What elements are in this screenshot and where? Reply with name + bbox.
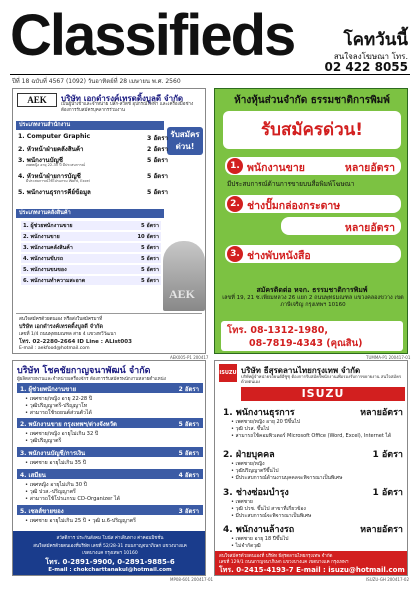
ad-code: AEK005-P1 200417 (170, 355, 209, 360)
job-number: 3. (227, 246, 243, 262)
aek-contact (16, 313, 202, 353)
job-qty: 1 อัตรา (372, 450, 403, 460)
job-title: 4. หัวหน้าฝ่ายการบัญชี (18, 173, 81, 180)
job-title: พนักงานขาย (247, 162, 305, 174)
job-qty: 1 อัตรา (372, 488, 403, 498)
aek-job2 (21, 221, 161, 230)
job-title: 3. ช่างซ่อมบำรุง (223, 488, 289, 498)
brand-tagline: สนใจลงโฆษณา โทร. (333, 52, 408, 61)
tummachart-job (225, 195, 401, 213)
isuzu-description: บริษัทผู้จำหน่ายรถยนต์อีซูซุ ต้องการรับสมัครพนักงานเพื่อรองรับการขยายงาน สนใจสมัครด้วยตนเอง (241, 374, 402, 384)
job-title: 1. พนักงานธุรการ (223, 408, 295, 418)
job-qty: 5 อัตรา (147, 157, 168, 164)
isuzu-company: บริษัท ธีสุรดลานไทยกรุงเทพ จำกัด (241, 366, 361, 375)
job-title: 3. พนักงานบัญชี (18, 157, 63, 164)
tummachart-phone (221, 321, 403, 351)
aek-job2 (21, 265, 161, 274)
chokchai-job (17, 469, 203, 479)
tummachart-address: เลขที่ 19, 21 ซ.เพียมหลวง 26 แยก 2 ถนนพุทธมณฑล แขวงคลองขวาง เขตภาษีเจริญ กรุงเทพฯ 10160 (222, 295, 404, 308)
aek-job2 (21, 254, 161, 263)
tummachart-job-qty (281, 217, 401, 235)
urgent-hiring-banner: รับสมัครด่วน! (223, 111, 401, 149)
contact-email: E-mail : aekfood@hotmail.com (19, 346, 90, 351)
contact-line: เลขที่ 1/4 ถนนพุทธมณฑล สาย 4 แขวงทวีวัฒนา (19, 332, 117, 337)
chokchai-job (17, 418, 203, 428)
chokchai-job (17, 505, 203, 515)
chokchai-title: บริษัท โชคชัยกาญจนาพัฒน์ จำกัด (17, 366, 151, 376)
job-title: 2. พนักงานขาย (23, 234, 60, 240)
job-bullet: • สามารถใช้รถยนต์ส่วนตัวได้ (25, 410, 92, 416)
aek-job2 (21, 243, 161, 252)
aek-job (18, 133, 168, 144)
job-title: 2. หัวหน้าฝ่ายคลังสินค้า (18, 146, 84, 153)
aek-job (18, 171, 168, 187)
header-rule (10, 74, 410, 75)
ad-aek (12, 88, 206, 354)
job-bullet: • เพศหญิง อายุไม่เกิน 30 ปี (25, 482, 87, 488)
job-qty: 5 อัตรา (141, 278, 159, 284)
job-qty: 5 อัตรา (141, 245, 159, 251)
job-qty: หลายอัตรา (360, 408, 403, 418)
job-title: 1. ผู้ช่วยพนักงานขาย (20, 386, 77, 393)
job-bullet: • สามารถใช้คอมพิวเตอร์ Microsoft Office (Word, Excel), Internet ได้ (231, 433, 392, 439)
job-title: 5. พนักงานธุรการคีย์ข้อมูล (18, 189, 91, 196)
job-qty: 5 อัตรา (147, 189, 168, 196)
job-bullet: • มีประสบการณ์จะพิจารณาเป็นพิเศษ (231, 513, 312, 519)
aek-job (18, 187, 168, 198)
job-title: 4. พนักงานขับรถ (23, 256, 64, 262)
tummachart-apply: สมัครติดต่อ หจก. ธรรมชาติการพิมพ์ (256, 286, 368, 294)
contact-phone: โทร. 0-2415-4193-7 E-mail : isuzu@hotmail.com (219, 566, 405, 574)
job-qty: 3 อัตรา (147, 135, 168, 142)
job-qty: หลายอัตรา (344, 162, 395, 174)
ad-code: MP08-601 200417-01 (170, 577, 214, 582)
job-bullet: • เพศชาย อายุไม่เกิน 35 ปี (25, 460, 87, 466)
job-number: 2. (227, 196, 243, 212)
job-bullet: • วุฒิปริญญาตรีขึ้นไป (231, 468, 279, 474)
job-title: 5. พนักงานขนของ (23, 267, 67, 273)
job-title: ช่างพับหนังสือ (247, 250, 311, 262)
job-title: 4. เสมียน (20, 472, 46, 479)
job-qty: หลายอัตรา (344, 222, 395, 234)
job-qty: 2 อัตรา (178, 386, 199, 393)
job-qty: 5 อัตรา (141, 256, 159, 262)
phone-line: 08-7819-4343 (คุณสิน) (249, 338, 363, 349)
job-bullet: • เพศชาย/หญิง อายุ 22-28 ปี (25, 396, 93, 402)
contact-line: สนใจสมัครด้วยตนเองที่ บริษัท ธีสุรดลานไทยกรุงเทพ จำกัด (219, 554, 333, 559)
job-title: 4. พนักงานล้างรถ (223, 525, 295, 535)
dateline: ปีที่ 18 ฉบับที่ 4567 (1092) วันอาทิตย์ที่ 28 เมษายน พ.ศ. 2560 (12, 78, 181, 85)
job-title: 2. พนักงานขาย กรุงเทพฯ/ต่างจังหวัด (20, 421, 117, 428)
aek-company: บริษัท เอกดำรงค์เทรดดิ้งบูลดี จำกัด (61, 94, 184, 103)
ad-tummachart (214, 88, 408, 354)
job-detail: เพศหญิง อายุ 22-35 ปี มีประสบการณ์ (26, 163, 86, 167)
tummachart-job (225, 157, 401, 175)
ad-code: ISUZU-GH 200417-02 (366, 577, 410, 582)
job-qty: 5 อัตรา (147, 173, 168, 180)
job-bullet: • เพศชาย อายุ 18 ปีขึ้นไป (231, 536, 289, 542)
aek-band-warehouse: ประเภทงานคลังสินค้า (16, 209, 164, 218)
aek-job2 (21, 276, 161, 285)
aek-job (18, 155, 168, 171)
job-bullet: • วุฒิ ปวส. ขึ้นไป (231, 426, 270, 432)
contact-line: สวัสดิการ ประกันสังคม โบนัส ค่าเดินทาง ค่าคอมมิชชั่น (56, 536, 164, 541)
job-bullet: • วุฒิ ปวช. ขึ้นไป สาขาที่เกี่ยวข้อง (231, 506, 306, 512)
job-title: 1. ผู้ช่วยพนักงานขาย (23, 223, 73, 229)
job-number: 1. (227, 158, 243, 174)
job-bullet: • สามารถใช้โปรแกรม CD-Organizer ได้ (25, 496, 120, 502)
aek-job2 (21, 232, 161, 241)
isuzu-logo: ISUZU (219, 364, 237, 382)
ad-code: TUMMA-P1 200417-01 (366, 355, 411, 360)
job-title: ช่างปั๊มกล่องกระดาษ (247, 200, 341, 212)
contact-phone: โทร. 02-2280-2664 ID Line : AList003 (19, 339, 132, 345)
chokchai-job (17, 447, 203, 457)
isuzu-contact (215, 551, 408, 576)
job-qty: 3 อัตรา (178, 508, 199, 515)
job-bullet: • เพศชาย/หญิง (231, 461, 265, 467)
job-bullet: • เพศชาย (231, 499, 253, 505)
job-qty: หลายอัตรา (360, 525, 403, 535)
job-bullet: • เพศชาย/หญิง อายุไม่เกิน 32 ปี (25, 431, 99, 437)
isuzu-job (223, 485, 403, 497)
job-title: 3. พนักงานบัญชี/การเงิน (20, 450, 86, 457)
job-title: 6. พนักงานทำความสะอาด (23, 278, 86, 284)
job-bullet: • วุฒิปริญญาตรี (25, 438, 62, 444)
chokchai-subtitle: ผู้ผลิตสายพานและจำหน่ายเครื่องจักร ต้องการรับสมัครพนักงานหลายตำแหน่ง (17, 377, 166, 382)
brand-phone: 02 422 8055 (324, 60, 408, 74)
chokchai-job (17, 383, 203, 393)
job-note: มีประสบการณ์ด้านการขายบนสื่อพิมพ์โฆษณา (227, 180, 355, 188)
ad-isuzu (214, 360, 408, 576)
masthead: Classifieds (10, 3, 295, 68)
job-qty: 2 อัตรา (147, 146, 168, 153)
job-qty: 5 อัตรา (141, 267, 159, 273)
contact-line: สนใจสมัครด้วยตนเองที่บริษัท เลขที่ 52/28-31 ถนนกาญจนาภิเษก แขวงบางแค (33, 544, 187, 549)
ad-chokchai (12, 360, 206, 576)
aek-watermark: AEK (169, 287, 196, 301)
job-title: 5. เซลส์ขายของ (20, 508, 64, 515)
job-title: 3. พนักงานคลังสินค้า (23, 245, 73, 251)
aek-band-office: ประเภทงานสำนักงาน (16, 121, 164, 130)
isuzu-banner: ISUZU (241, 387, 405, 401)
chokchai-contact (13, 531, 206, 576)
isuzu-job (223, 447, 403, 459)
contact-email: E-mail : chokcharttanakul@hotmail.com (48, 567, 172, 573)
contact-phone: โทร. 0-2891-9900, 0-2891-9885-6 (45, 558, 175, 566)
aek-description: เป็นผู้นำเข้าและจำหน่าย ปลั๊ก-สวิตช์ อุปกรณ์ไฟฟ้า และเครื่องมือช่าง ต้องการรับสมัครบุคลากรร่วมงาน (61, 102, 194, 113)
job-bullet: • เพศชาย/หญิง อายุ 20 ปีขึ้นไป (231, 419, 301, 425)
isuzu-job (223, 522, 403, 534)
job-bullet: • เพศชาย อายุไม่เกิน 25 ปี • วุฒิ ม.6-ปริญญาตรี (25, 518, 136, 524)
aek-logo: AEK (17, 93, 57, 107)
contact-line: เขตบางแค กรุงเทพฯ 10160 (82, 551, 138, 556)
job-bullet: • วุฒิ ปวส.-ปริญญาตรี (25, 489, 76, 495)
job-detail: มีประสบการณ์ใช้โปรแกรม Word, Excel (26, 179, 90, 183)
phone-line: โทร. 08-1312-1980, (227, 325, 328, 336)
brand-logo: โคทวันนี้ (343, 30, 408, 50)
tummachart-title: ห้างหุ้นส่วนจำกัด ธรรมชาติการพิมพ์ (234, 95, 390, 106)
job-qty: 5 อัตรา (178, 421, 199, 428)
job-title: 2. ฝ่ายบุคคล (223, 450, 275, 460)
aek-job (18, 144, 168, 155)
job-qty: 10 อัตรา (137, 234, 159, 240)
job-qty: 4 อัตรา (178, 472, 199, 479)
job-bullet: • วุฒิปริญญาตรี-ปริญญาโท (25, 403, 88, 409)
tummachart-job (225, 245, 401, 263)
contact-line: สนใจสมัครด้วยตนเอง หรือส่งใบสมัครมาที่ (19, 317, 103, 322)
job-title: 1. Computer Graphic (18, 133, 91, 140)
job-qty: 5 อัตรา (141, 223, 159, 229)
job-bullet: • มีประสบการณ์ด้านงานบุคคลจะพิจารณาเป็นพิเศษ (231, 475, 343, 481)
aek-urgent-badge: รับสมัคร ด่วน! (167, 127, 203, 155)
contact-line: เลขที่ 129/1 ถนนกาญจนาภิเษก แขวงบางแค เขตบางแค กรุงเทพฯ (219, 560, 349, 565)
job-qty: 5 อัตรา (178, 450, 199, 457)
contact-line: บริษัท เอกดำรงค์เทรดดิ้งบูลดี จำกัด (19, 324, 103, 330)
job-bullet: • ไม่จำกัดวุฒิ (231, 543, 261, 549)
isuzu-job (223, 405, 403, 417)
